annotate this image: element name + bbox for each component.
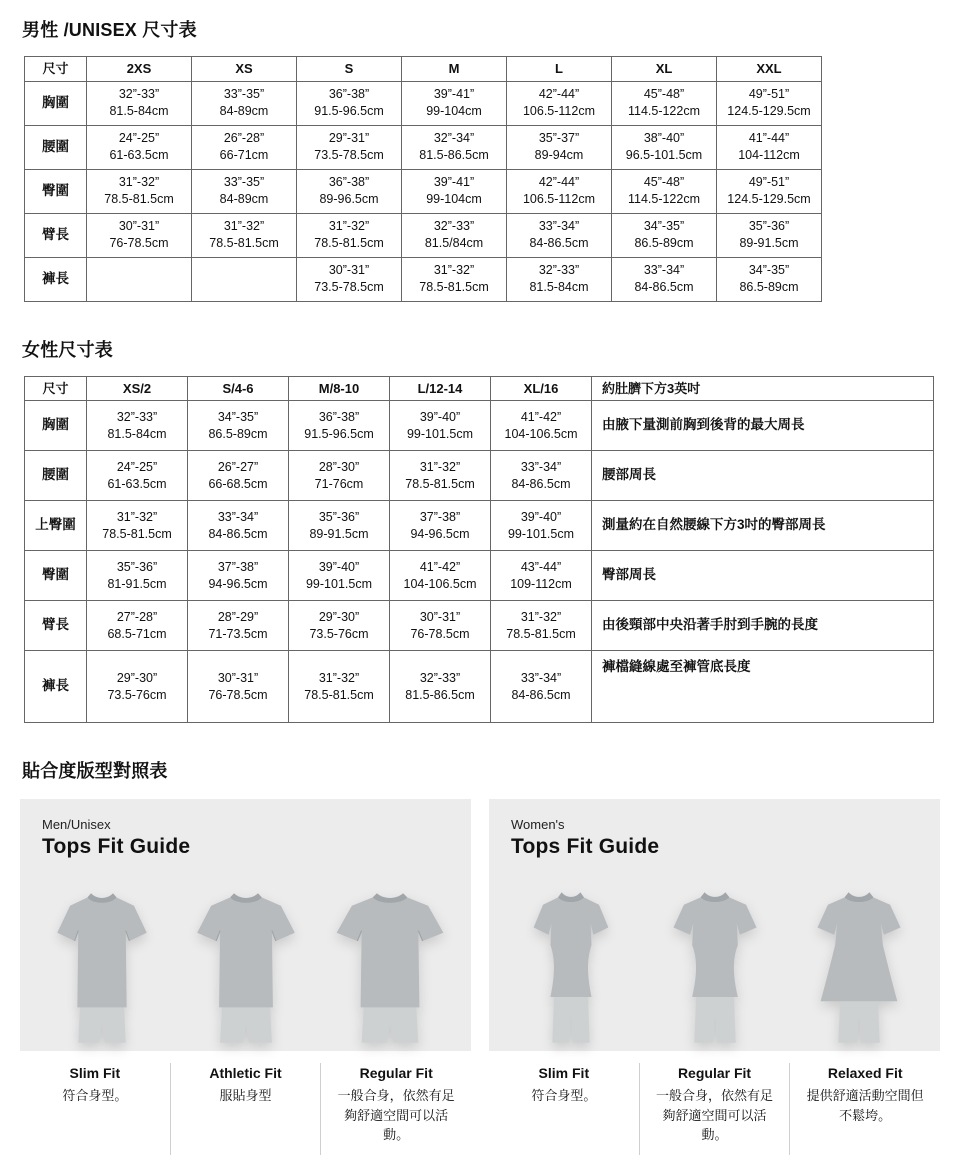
fit-guide-section-title: 貼合度版型對照表 <box>22 761 168 782</box>
row-label: 臂長 <box>25 601 87 651</box>
size-cell <box>192 257 297 301</box>
row-label: 腰圍 <box>25 125 87 169</box>
size-cell: 35”-36” 81-91.5cm <box>87 551 188 601</box>
size-cell: 31”-32” 78.5-81.5cm <box>87 501 188 551</box>
size-cell: 32”-33” 81.5/84cm <box>402 213 507 257</box>
column-header: XXL <box>717 57 822 82</box>
panel-heading: Tops Fit Guide <box>511 835 660 859</box>
size-cell: 37”-38” 94-96.5cm <box>390 501 491 551</box>
size-cell: 39”-40” 99-101.5cm <box>390 401 491 451</box>
size-cell: 32”-33” 81.5-84cm <box>87 401 188 451</box>
size-cell: 45”-48” 114.5-122cm <box>612 169 717 213</box>
table-row <box>25 169 822 213</box>
column-header: 尺寸 <box>25 57 87 82</box>
size-cell: 33”-35” 84-89cm <box>192 169 297 213</box>
size-cell: 29”-30” 73.5-76cm <box>289 601 390 651</box>
womens-fit-figures <box>489 885 940 1051</box>
size-cell: 34”-35” 86.5-89cm <box>612 213 717 257</box>
measurement-description: 由後頸部中央沿著手肘到手腕的長度 <box>592 601 934 651</box>
size-cell: 32”-34” 81.5-86.5cm <box>402 125 507 169</box>
size-cell: 33”-34” 84-86.5cm <box>491 451 592 501</box>
fit-name: Slim Fit <box>69 1065 121 1082</box>
size-cell: 49”-51” 124.5-129.5cm <box>717 169 822 213</box>
size-cell: 32”-33” 81.5-86.5cm <box>390 651 491 723</box>
column-header: 約肚臍下方3英吋 <box>592 376 934 401</box>
size-cell: 30”-31” 76-78.5cm <box>390 601 491 651</box>
fit-label-regular <box>320 1063 471 1155</box>
size-cell: 49”-51” 124.5-129.5cm <box>717 81 822 125</box>
size-cell: 41”-42” 104-106.5cm <box>390 551 491 601</box>
column-header: XL <box>612 57 717 82</box>
fit-name: Relaxed Fit <box>827 1065 903 1082</box>
size-cell: 41”-42” 104-106.5cm <box>491 401 592 451</box>
measurement-description: 腰部周長 <box>592 451 934 501</box>
size-cell: 31”-32” 78.5-81.5cm <box>297 213 402 257</box>
column-header: XL/16 <box>491 376 592 401</box>
size-cell: 31”-32” 78.5-81.5cm <box>491 601 592 651</box>
column-header: M/8-10 <box>289 376 390 401</box>
fit-description: 符合身型。 <box>531 1088 597 1104</box>
mens-slim-fit-shirt-image <box>39 885 164 1051</box>
size-cell: 41”-44” 104-112cm <box>717 125 822 169</box>
size-cell: 35”-36” 89-91.5cm <box>717 213 822 257</box>
row-label: 臀圍 <box>25 169 87 213</box>
fit-label-regular <box>639 1063 790 1155</box>
row-label: 臀圍 <box>25 551 87 601</box>
size-cell: 31”-32” 78.5-81.5cm <box>192 213 297 257</box>
size-cell: 33”-34” 84-86.5cm <box>188 501 289 551</box>
size-cell: 24”-25” 61-63.5cm <box>87 451 188 501</box>
womens-fit-labels <box>489 1051 940 1155</box>
size-cell: 31”-32” 78.5-81.5cm <box>402 257 507 301</box>
panel-heading: Tops Fit Guide <box>42 835 191 859</box>
fit-description: 提供舒適活動空間但不鬆垮。 <box>806 1088 924 1123</box>
fit-label-relaxed <box>789 1063 940 1155</box>
size-cell: 24”-25” 61-63.5cm <box>87 125 192 169</box>
womens-size-table <box>24 376 934 724</box>
size-cell: 34”-35” 86.5-89cm <box>188 401 289 451</box>
womens-fit-panel-image-area <box>489 799 940 1051</box>
table-row <box>25 651 934 723</box>
mens-size-table <box>24 56 822 302</box>
row-label: 腰圍 <box>25 451 87 501</box>
fit-label-slim <box>20 1063 170 1155</box>
column-header: L/12-14 <box>390 376 491 401</box>
size-cell: 36”-38” 89-96.5cm <box>297 169 402 213</box>
fit-description: 服貼身型 <box>219 1088 272 1104</box>
row-label: 上臀圍 <box>25 501 87 551</box>
size-cell: 30”-31” 76-78.5cm <box>87 213 192 257</box>
row-label: 胸圍 <box>25 401 87 451</box>
fit-name: Slim Fit <box>538 1065 590 1082</box>
womens-slim-fit-shirt-image <box>507 885 635 1051</box>
size-cell: 32”-33” 81.5-84cm <box>507 257 612 301</box>
size-cell: 36”-38” 91.5-96.5cm <box>289 401 390 451</box>
fit-description: 一般合身，依然有足夠舒適空間可以活動。 <box>656 1088 774 1143</box>
size-cell: 31”-32” 78.5-81.5cm <box>390 451 491 501</box>
fit-guide-panels <box>20 799 940 1155</box>
table-row <box>25 125 822 169</box>
column-header: XS/2 <box>87 376 188 401</box>
table-row <box>25 501 934 551</box>
womens-regular-fit-shirt-image <box>644 885 786 1051</box>
row-label: 胸圍 <box>25 81 87 125</box>
size-cell: 43”-44” 109-112cm <box>491 551 592 601</box>
table-row <box>25 451 934 501</box>
fit-label-slim <box>489 1063 639 1155</box>
row-label: 褲長 <box>25 651 87 723</box>
size-cell: 35”-37” 89-94cm <box>507 125 612 169</box>
size-cell: 27”-28” 68.5-71cm <box>87 601 188 651</box>
mens-athletic-fit-shirt-image <box>177 885 313 1051</box>
fit-name: Athletic Fit <box>209 1065 282 1082</box>
size-cell: 34”-35” 86.5-89cm <box>717 257 822 301</box>
table-row <box>25 81 822 125</box>
size-cell: 39”-41” 99-104cm <box>402 81 507 125</box>
row-label: 褲長 <box>25 257 87 301</box>
size-cell: 39”-41” 99-104cm <box>402 169 507 213</box>
womens-header-row <box>25 376 934 401</box>
mens-regular-fit-shirt-image <box>315 885 464 1051</box>
mens-fit-panel <box>20 799 471 1155</box>
fit-name: Regular Fit <box>359 1065 433 1082</box>
size-cell: 33”-34” 84-86.5cm <box>491 651 592 723</box>
measurement-description: 臀部周長 <box>592 551 934 601</box>
mens-fit-figures <box>20 885 471 1051</box>
size-cell: 38”-40” 96.5-101.5cm <box>612 125 717 169</box>
column-header: XS <box>192 57 297 82</box>
size-cell: 36”-38” 91.5-96.5cm <box>297 81 402 125</box>
column-header: L <box>507 57 612 82</box>
size-cell: 29”-30” 73.5-76cm <box>87 651 188 723</box>
size-cell: 30”-31” 76-78.5cm <box>188 651 289 723</box>
size-cell: 28”-29” 71-73.5cm <box>188 601 289 651</box>
column-header: M <box>402 57 507 82</box>
column-header: S <box>297 57 402 82</box>
fit-description: 一般合身，依然有足夠舒適空間可以活動。 <box>337 1088 455 1143</box>
table-row <box>25 401 934 451</box>
size-cell: 30”-31” 73.5-78.5cm <box>297 257 402 301</box>
size-cell: 39”-40” 99-101.5cm <box>491 501 592 551</box>
womens-fit-panel <box>489 799 940 1155</box>
column-header: S/4-6 <box>188 376 289 401</box>
size-cell: 42”-44” 106.5-112cm <box>507 169 612 213</box>
size-cell: 33”-34” 84-86.5cm <box>507 213 612 257</box>
fit-label-athletic <box>170 1063 321 1155</box>
size-cell: 45”-48” 114.5-122cm <box>612 81 717 125</box>
size-cell: 29”-31” 73.5-78.5cm <box>297 125 402 169</box>
size-cell: 28”-30” 71-76cm <box>289 451 390 501</box>
size-cell: 37”-38” 94-96.5cm <box>188 551 289 601</box>
size-cell: 32”-33” 81.5-84cm <box>87 81 192 125</box>
measurement-description: 褲檔縫線處至褲管底長度 <box>592 651 934 723</box>
size-cell: 35”-36” 89-91.5cm <box>289 501 390 551</box>
size-cell: 33”-34” 84-86.5cm <box>612 257 717 301</box>
table-row <box>25 257 822 301</box>
column-header: 尺寸 <box>25 376 87 401</box>
mens-header-row <box>25 57 822 82</box>
womens-relaxed-fit-shirt-image <box>788 885 930 1051</box>
size-cell: 31”-32” 78.5-81.5cm <box>289 651 390 723</box>
table-row <box>25 551 934 601</box>
size-cell: 26”-27” 66-68.5cm <box>188 451 289 501</box>
panel-subtitle: Men/Unisex <box>42 817 111 833</box>
size-cell: 33”-35” 84-89cm <box>192 81 297 125</box>
mens-fit-panel-image-area <box>20 799 471 1051</box>
mens-fit-labels <box>20 1051 471 1155</box>
table-row <box>25 601 934 651</box>
measurement-description: 測量約在自然腰線下方3吋的臀部周長 <box>592 501 934 551</box>
size-cell: 39”-40” 99-101.5cm <box>289 551 390 601</box>
fit-description: 符合身型。 <box>62 1088 128 1104</box>
row-label: 臂長 <box>25 213 87 257</box>
panel-subtitle: Women's <box>511 817 565 833</box>
womens-section-title: 女性尺寸表 <box>22 339 113 360</box>
size-cell <box>87 257 192 301</box>
size-cell: 31”-32” 78.5-81.5cm <box>87 169 192 213</box>
measurement-description: 由腋下量測前胸到後背的最大周長 <box>592 401 934 451</box>
table-row <box>25 213 822 257</box>
size-cell: 42”-44” 106.5-112cm <box>507 81 612 125</box>
column-header: 2XS <box>87 57 192 82</box>
mens-section-title: 男性 /UNISEX 尺寸表 <box>22 20 197 40</box>
size-cell: 26”-28” 66-71cm <box>192 125 297 169</box>
fit-name: Regular Fit <box>677 1065 752 1082</box>
